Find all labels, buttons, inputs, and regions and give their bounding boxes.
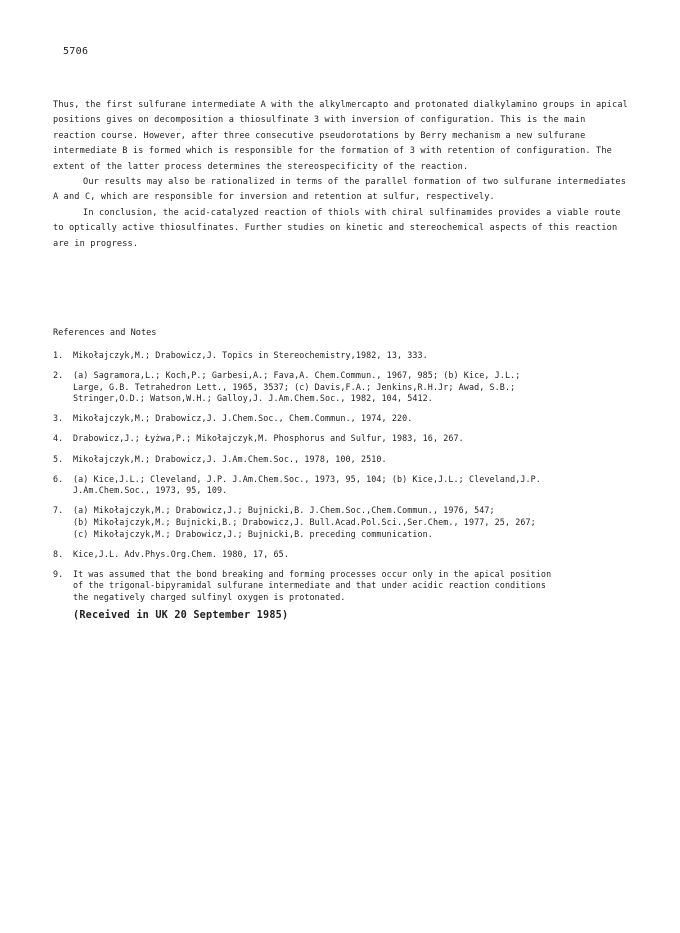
reference-line: Stringer,O.D.; Watson,W.H.; Galloy,J. J.Am.Chem.Soc., 1982, 104, 5412. — [73, 393, 433, 404]
reference-line: Mikołajczyk,M.; Drabowicz,J. J.Am.Chem.Soc., 1978, 100, 2510. — [73, 453, 387, 464]
reference-line: (a) Sagramora,L.; Koch,P.; Garbesi,A.; Fava,A. Chem.Commun., 1967, 985; (b) Kice, J.L.; — [73, 370, 521, 381]
reference-item — [53, 474, 633, 497]
received-date: (Received in UK 20 September 1985) — [73, 610, 289, 621]
reference-number: 2. — [53, 370, 64, 381]
reference-line: Mikołajczyk,M.; Drabowicz,J. J.Chem.Soc., Chem.Commun., 1974, 220. — [73, 413, 413, 424]
reference-number: 3. — [53, 413, 64, 424]
reference-number: 5. — [53, 453, 64, 464]
reference-line: Kice,J.L. Adv.Phys.Org.Chem. 1980, 17, 65. — [73, 548, 289, 559]
reference-item — [53, 569, 633, 604]
reference-line: Large, G.B. Tetrahedron Lett., 1965, 3537; (c) Davis,F.A.; Jenkins,R.H.Jr; Awad, S.B.; — [73, 381, 516, 392]
reference-line: (a) Kice,J.L.; Cleveland, J.P. J.Am.Chem.Soc., 1973, 95, 104; (b) Kice,J.L.; Cleveland,J.P. — [73, 473, 541, 484]
body-text — [53, 98, 633, 252]
reference-number: 9. — [53, 568, 64, 579]
reference-item — [53, 350, 633, 362]
reference-line: (c) Mikołajczyk,M.; Drabowicz,J.; Bujnicki,B. preceding communication. — [73, 528, 433, 539]
reference-item — [53, 413, 633, 425]
reference-item — [53, 549, 633, 561]
reference-number: 4. — [53, 433, 64, 444]
references-heading: References and Notes — [53, 328, 157, 338]
references-list — [53, 350, 633, 612]
reference-item — [53, 454, 633, 466]
reference-number: 1. — [53, 350, 64, 360]
paragraph-3: In conclusion, the acid-catalyzed reaction of thiols with chiral sulfinamides provides a viable route to optically active thiosulfinates. Further studies on kinetic and stereochemical aspects of this reaction are in progress. — [53, 207, 621, 249]
reference-line: (a) Mikołajczyk,M.; Drabowicz,J.; Bujnicki,B. J.Chem.Soc.,Chem.Commun., 1976, 547; — [73, 505, 495, 516]
reference-line: (b) Mikołajczyk,M.; Bujnicki,B.; Drabowicz,J. Bull.Acad.Pol.Sci.,Ser.Chem., 1977, 25, 267; — [73, 516, 536, 527]
paragraph-1: Thus, the first sulfurane intermediate A with the alkylmercapto and protonated dialkylamino groups in apical positions gives on decomposition a thiosulfinate 3 with inversion of configuration. This is the main reaction course. However, after three consecutive pseudorotations by Berry mechanism a new sulfurane intermediate B is formed which is responsible for the formation of 3 with retention of configuration. The extent of the latter process determines the stereospecificity of the reaction. — [53, 100, 628, 172]
reference-item — [53, 505, 633, 540]
page-number: 5706 — [63, 46, 89, 57]
reference-line: Drabowicz,J.; Łyżwa,P.; Mikołajczyk,M. Phosphorus and Sulfur, 1983, 16, 267. — [73, 433, 464, 444]
reference-number: 7. — [53, 505, 64, 516]
reference-item — [53, 370, 633, 405]
paragraph-2: Our results may also be rationalized in terms of the parallel formation of two sulfurane intermediates A and C, which are responsible for inversion and retention at sulfur, respectively. — [53, 177, 627, 203]
reference-number: 6. — [53, 473, 64, 484]
reference-number: 8. — [53, 548, 64, 559]
reference-line: Mikołajczyk,M.; Drabowicz,J. Topics in Stereochemistry,1982, 13, 333. — [73, 350, 428, 360]
reference-line: the negatively charged sulfinyl oxygen is protonated. — [73, 591, 346, 602]
reference-line: J.Am.Chem.Soc., 1973, 95, 109. — [73, 485, 228, 496]
reference-item — [53, 433, 633, 445]
reference-line: It was assumed that the bond breaking and forming processes occur only in the apical position — [73, 568, 552, 579]
reference-line: of the trigonal-bipyramidal sulfurane intermediate and that under acidic reaction conditions — [73, 580, 547, 591]
